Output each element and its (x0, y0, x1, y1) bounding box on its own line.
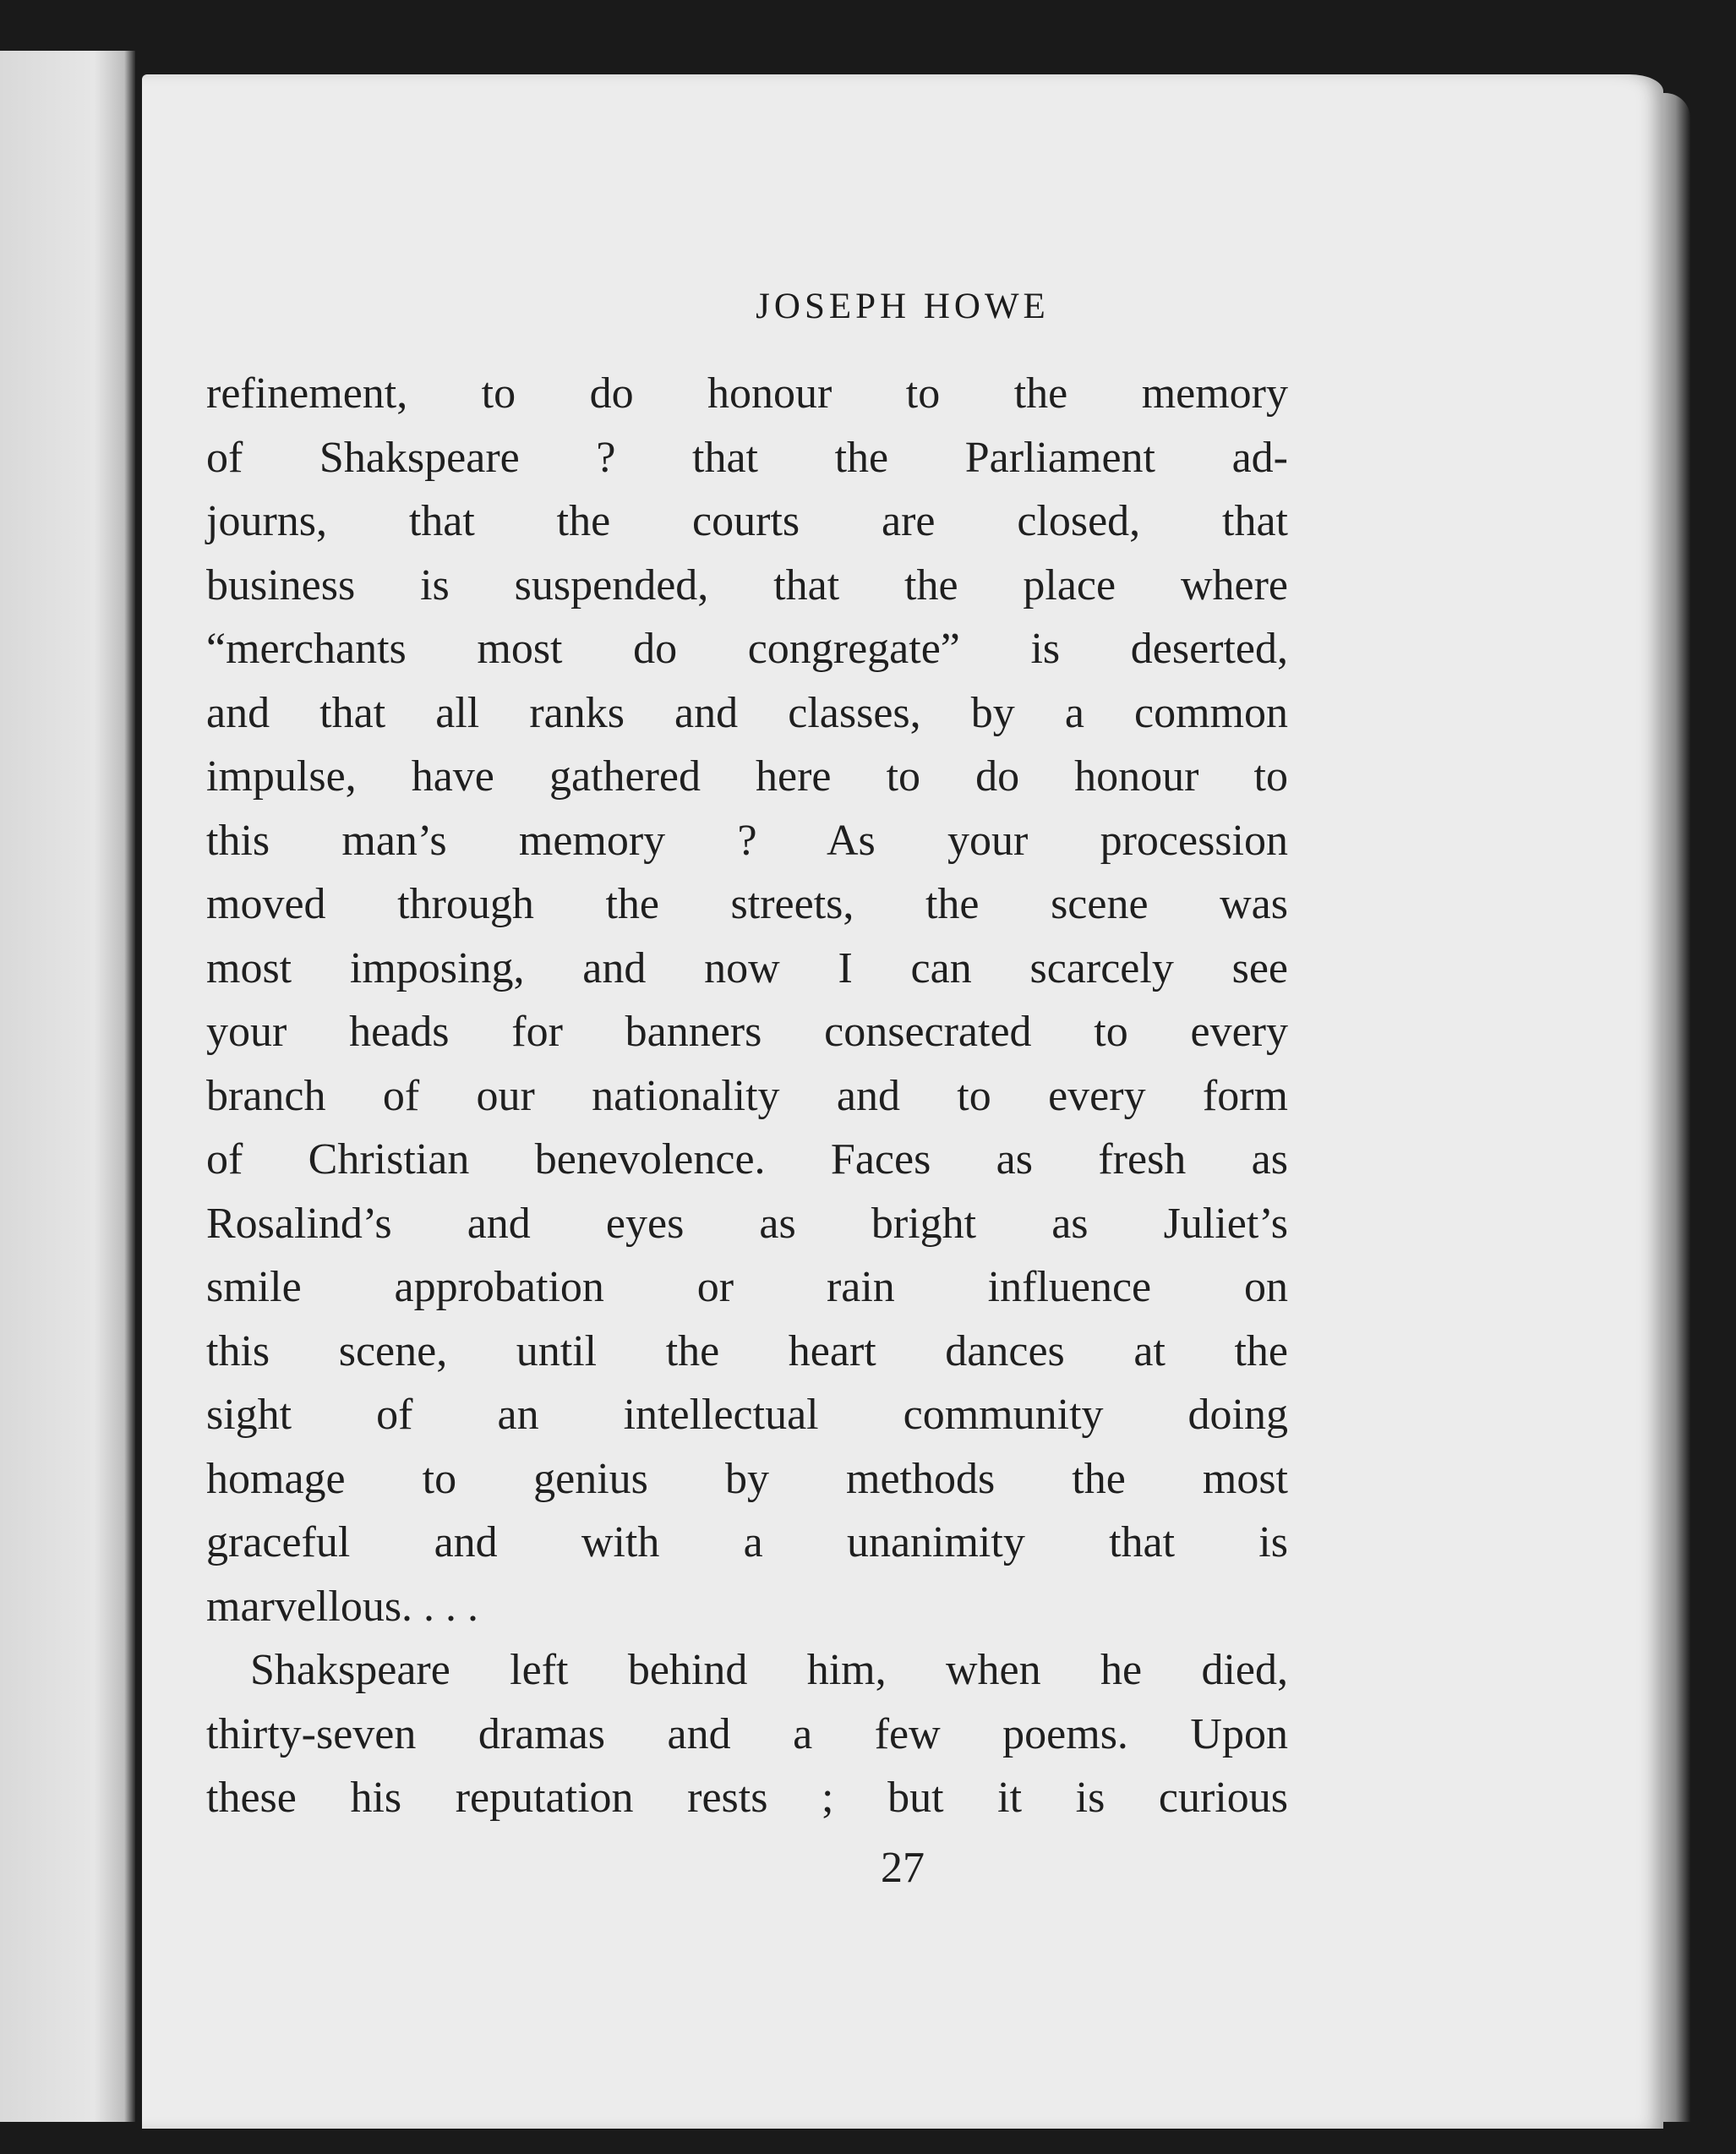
text-line: impulse, have gathered here to do honour to (206, 752, 1288, 801)
text-line: refinement, to do honour to the memory (206, 369, 1288, 418)
text-line: thirty-seven dramas and a few poems. Upon (206, 1709, 1288, 1758)
text-line: this scene, until the heart dances at the (206, 1326, 1288, 1375)
text-line: marvellous. . . . (206, 1582, 479, 1631)
text-line: journs, that the courts are closed, that (206, 497, 1288, 545)
text-line: Rosalind’s and eyes as bright as Juliet’s (206, 1199, 1288, 1248)
text-line: sight of an intellectual community doing (206, 1391, 1288, 1439)
text-line: and that all ranks and classes, by a common (206, 688, 1288, 737)
text-line: “merchants most do congregate” is deserted, (206, 625, 1288, 673)
running-head: JOSEPH HOWE (756, 287, 1050, 326)
text-line: most imposing, and now I can scarcely see (206, 943, 1288, 992)
text-line: this man’s memory ? As your procession (206, 816, 1288, 865)
text-line: smile approbation or rain influence on (206, 1263, 1288, 1311)
text-line: homage to genius by methods the most (206, 1454, 1288, 1503)
page-number: 27 (881, 1844, 925, 1892)
text-line: Shakspeare left behind him, when he died, (250, 1646, 1288, 1694)
text-line: graceful and with a unanimity that is (206, 1518, 1288, 1566)
text-line: of Christian benevolence. Faces as fresh as (206, 1135, 1288, 1184)
body-text (206, 362, 1288, 1830)
text-line: business is suspended, that the place where (206, 560, 1288, 610)
text-line: moved through the streets, the scene was (206, 880, 1288, 928)
text-line: branch of our nationality and to every form (206, 1071, 1288, 1120)
text-line: these his reputation rests ; but it is curious (206, 1774, 1288, 1822)
text-line: your heads for banners consecrated to every (206, 1008, 1288, 1056)
text-line: of Shakspeare ? that the Parliament ad- (206, 433, 1288, 482)
facing-page-edge (0, 51, 135, 2122)
